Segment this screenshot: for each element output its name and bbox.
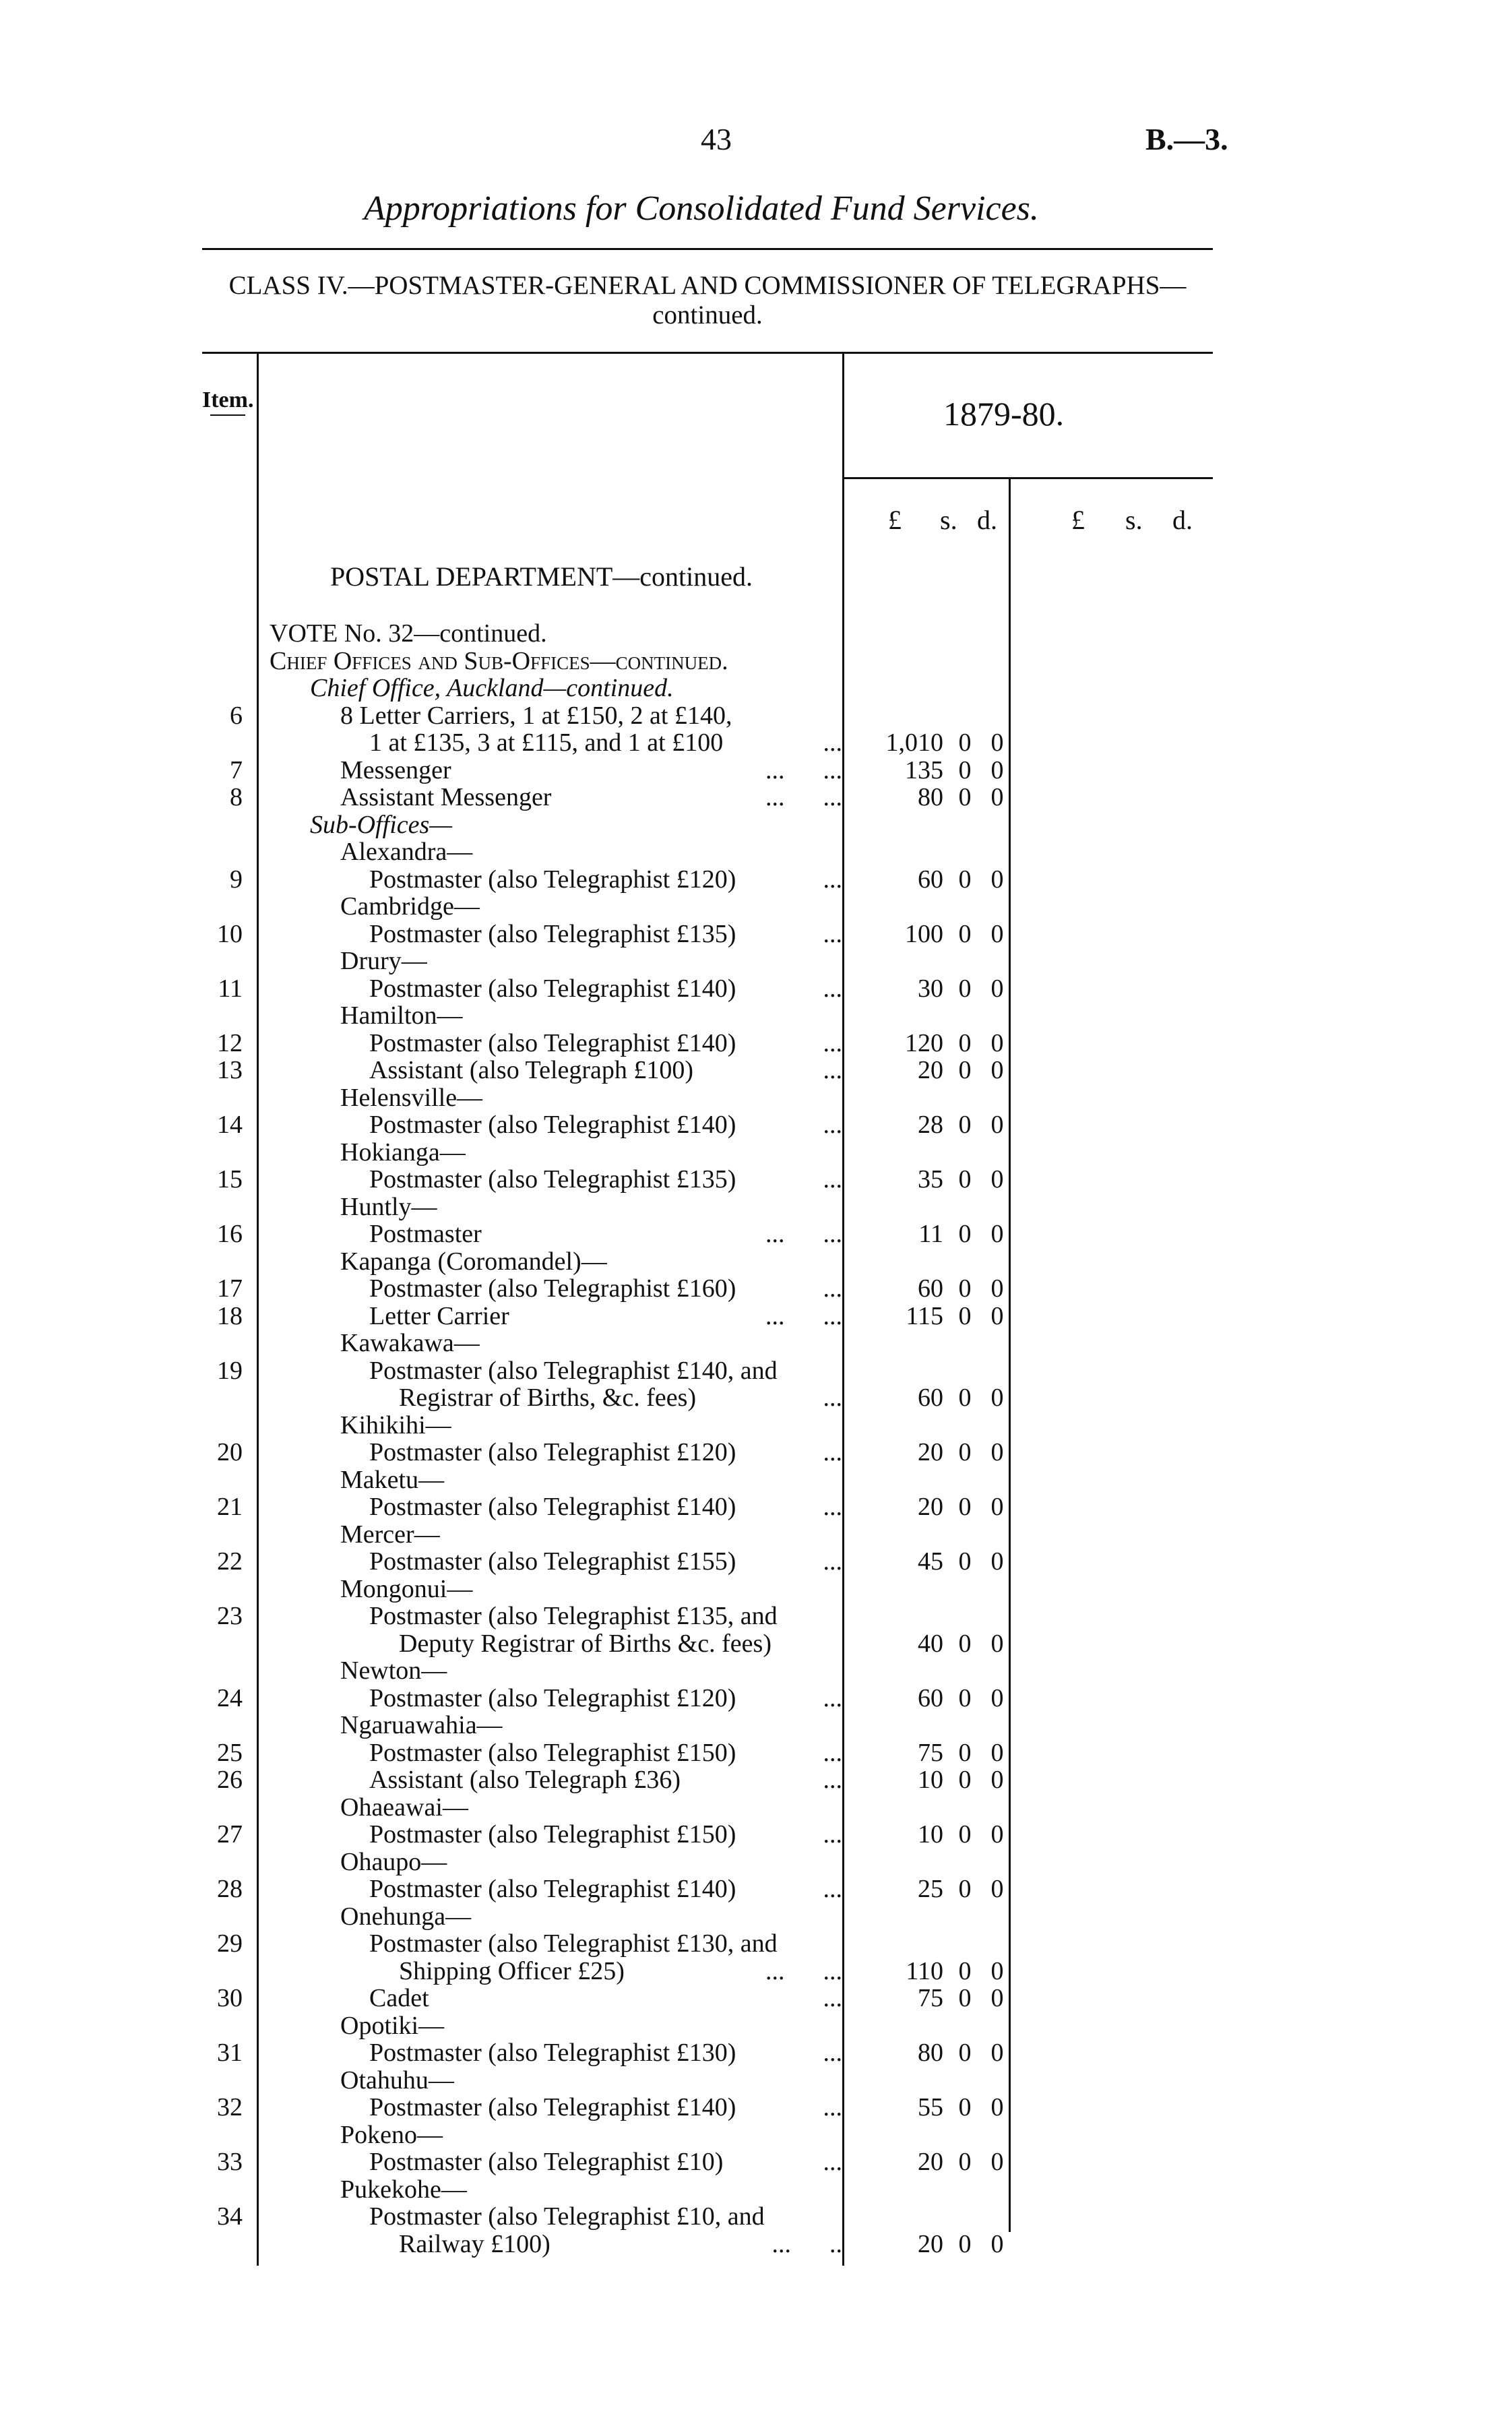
- table-row: [0, 784, 1512, 811]
- year-column-header: 1879-80.: [943, 395, 1065, 433]
- amount-shillings: 0: [958, 1820, 972, 1849]
- amount-pence: 0: [990, 2229, 1004, 2258]
- table-row: [0, 1166, 1512, 1193]
- row-description: Postmaster (also Telegraphist £140): [369, 1875, 736, 1903]
- leader-dots: ...: [823, 1111, 842, 1139]
- table-top-rule: [202, 352, 1213, 354]
- amount-pence: 0: [990, 1738, 1004, 1767]
- leader-dots: ...: [823, 1738, 842, 1767]
- amount-pounds: 30: [918, 974, 943, 1003]
- leader-dots: ...: [823, 2148, 842, 2176]
- year-header-rule: [844, 477, 1213, 479]
- table-row: [0, 1220, 1512, 1247]
- leader-dots: ...: [823, 1766, 842, 1794]
- row-description: Postmaster (also Telegraphist £155): [369, 1547, 736, 1576]
- item-number: 19: [217, 1356, 243, 1385]
- row-description: Postmaster (also Telegraphist £160): [369, 1274, 736, 1303]
- row-description: Assistant Messenger: [340, 783, 552, 811]
- row-description: Kawakawa—: [340, 1329, 480, 1357]
- row-description: Postmaster: [369, 1220, 482, 1248]
- table-row: [0, 757, 1512, 784]
- row-description: Alexandra—: [340, 838, 473, 866]
- amount-pounds: 60: [918, 1274, 943, 1303]
- row-description: Assistant (also Telegraph £36): [369, 1766, 681, 1794]
- amount-pence: 0: [990, 1301, 1004, 1330]
- table-row: [0, 2176, 1512, 2203]
- table-row: [0, 1439, 1512, 1466]
- amount-pence: 0: [990, 728, 1004, 757]
- leader-dots: ...: [823, 1274, 842, 1303]
- table-row: [0, 1576, 1512, 1603]
- table-row: [0, 2231, 1512, 2258]
- row-description: Huntly—: [340, 1192, 437, 1221]
- document-reference: B.—3.: [1145, 122, 1228, 156]
- row-description: Deputy Registrar of Births &c. fees): [399, 1629, 771, 1658]
- row-description: Drury—: [340, 947, 427, 975]
- amount-shillings: 0: [958, 1493, 972, 1521]
- leader-dots: ...: [823, 1493, 842, 1521]
- amount-pence: 0: [990, 1028, 1004, 1057]
- amount-pounds: 45: [918, 1547, 943, 1576]
- table-row: [0, 1466, 1512, 1493]
- amount-pounds: 20: [918, 2148, 943, 2176]
- row-description: Kihikihi—: [340, 1410, 451, 1439]
- unit-shillings-left: s.: [940, 505, 957, 535]
- row-description: Pukekohe—: [340, 2175, 467, 2204]
- amount-pounds: 40: [918, 1629, 943, 1658]
- amount-shillings: 0: [958, 1438, 972, 1466]
- row-description: Chief Offices and Sub-Offices—continued.: [270, 646, 728, 675]
- table-row: [0, 1057, 1512, 1084]
- row-description: Opotiki—: [340, 2011, 445, 2040]
- amount-pounds: 28: [918, 1111, 943, 1139]
- item-number: 8: [230, 783, 243, 811]
- unit-pounds-left: £: [888, 505, 902, 535]
- amount-shillings: 0: [958, 728, 972, 757]
- amount-pence: 0: [990, 1384, 1004, 1412]
- item-number: 22: [217, 1547, 243, 1576]
- row-description: VOTE No. 32—continued.: [270, 619, 547, 648]
- row-description: Sub-Offices—: [310, 810, 453, 839]
- item-number: 34: [217, 2202, 243, 2231]
- row-description: Ohaeawai—: [340, 1793, 468, 1822]
- amount-pence: 0: [990, 1274, 1004, 1303]
- row-description: Letter Carrier: [369, 1301, 509, 1330]
- item-number: 10: [217, 919, 243, 948]
- amount-shillings: 0: [958, 2093, 972, 2121]
- amount-shillings: 0: [958, 1984, 972, 2012]
- row-description: Postmaster (also Telegraphist £150): [369, 1820, 736, 1849]
- amount-pounds: 120: [905, 1028, 943, 1057]
- leader-dots: ...: [823, 2039, 842, 2067]
- item-number: 18: [217, 1301, 243, 1330]
- row-description: Postmaster (also Telegraphist £120): [369, 1683, 736, 1712]
- amount-shillings: 0: [958, 1384, 972, 1412]
- leader-dots: ...: [823, 2093, 842, 2121]
- row-description: Postmaster (also Telegraphist £135): [369, 919, 736, 948]
- table-row: [0, 1739, 1512, 1766]
- row-description: Postmaster (also Telegraphist £140): [369, 1493, 736, 1521]
- amount-shillings: 0: [958, 1220, 972, 1248]
- row-description: Postmaster (also Telegraphist £10, and: [369, 2202, 765, 2231]
- item-number: 21: [217, 1493, 243, 1521]
- table-row: [0, 2039, 1512, 2066]
- amount-pence: 0: [990, 974, 1004, 1003]
- table-row: [0, 921, 1512, 948]
- table-row: [0, 2121, 1512, 2148]
- amount-shillings: 0: [958, 1956, 972, 1985]
- table-row: [0, 1930, 1512, 1957]
- amount-pounds: 10: [918, 1820, 943, 1849]
- leader-dots: ...: [823, 1875, 842, 1903]
- leader-dots: ... ...: [765, 755, 842, 784]
- item-number: 6: [230, 701, 243, 730]
- row-description: Postmaster (also Telegraphist £10): [369, 2148, 724, 2176]
- table-row: [0, 1139, 1512, 1166]
- table-row: [0, 648, 1512, 675]
- amount-pence: 0: [990, 865, 1004, 894]
- amount-shillings: 0: [958, 2039, 972, 2067]
- amount-pence: 0: [990, 1984, 1004, 2012]
- amount-pence: 0: [990, 1220, 1004, 1248]
- unit-shillings-right: s.: [1125, 505, 1143, 535]
- table-row: [0, 838, 1512, 865]
- amount-shillings: 0: [958, 1274, 972, 1303]
- row-description: Kapanga (Coromandel)—: [340, 1247, 607, 1276]
- table-row: [0, 1685, 1512, 1712]
- table-row: [0, 1849, 1512, 1875]
- table-row: [0, 893, 1512, 920]
- row-description: Postmaster (also Telegraphist £135): [369, 1165, 736, 1193]
- row-description: Cadet: [369, 1984, 429, 2012]
- amount-pence: 0: [990, 1956, 1004, 1985]
- table-row: [0, 1384, 1512, 1411]
- table-row: [0, 811, 1512, 838]
- table-row: [0, 948, 1512, 974]
- table-row: [0, 1521, 1512, 1548]
- amount-pence: 0: [990, 1820, 1004, 1849]
- row-description: Postmaster (also Telegraphist £130): [369, 2039, 736, 2067]
- amount-pounds: 20: [918, 2229, 943, 2258]
- amount-pence: 0: [990, 2148, 1004, 2176]
- leader-dots: ...: [823, 919, 842, 948]
- amount-pence: 0: [990, 1165, 1004, 1193]
- table-row: [0, 1275, 1512, 1302]
- item-number: 11: [218, 974, 243, 1003]
- row-description: Postmaster (also Telegraphist £140, and: [369, 1356, 778, 1385]
- row-description: Otahuhu—: [340, 2066, 454, 2095]
- table-row: [0, 2094, 1512, 2121]
- table-row: [0, 1630, 1512, 1657]
- item-number: 28: [217, 1875, 243, 1903]
- amount-shillings: 0: [958, 865, 972, 894]
- row-description: Postmaster (also Telegraphist £140): [369, 1111, 736, 1139]
- amount-pence: 0: [990, 919, 1004, 948]
- table-row: [0, 1821, 1512, 1848]
- row-description: Postmaster (also Telegraphist £130, and: [369, 1929, 778, 1958]
- leader-dots: ... ...: [765, 1956, 842, 1985]
- amount-pounds: 1,010: [885, 728, 943, 757]
- table-row: [0, 1548, 1512, 1575]
- amount-pence: 0: [990, 1438, 1004, 1466]
- page-number: 43: [701, 122, 732, 156]
- amount-pounds: 25: [918, 1875, 943, 1903]
- amount-shillings: 0: [958, 1629, 972, 1658]
- row-description: Postmaster (also Telegraphist £140): [369, 2093, 736, 2121]
- table-row: [0, 1603, 1512, 1630]
- amount-shillings: 0: [958, 2148, 972, 2176]
- row-description: Postmaster (also Telegraphist £140): [369, 1028, 736, 1057]
- amount-shillings: 0: [958, 783, 972, 811]
- table-row: [0, 975, 1512, 1002]
- item-number: 32: [217, 2093, 243, 2121]
- table-row: [0, 2148, 1512, 2175]
- amount-pounds: 60: [918, 865, 943, 894]
- item-number: 14: [217, 1111, 243, 1139]
- row-description: Registrar of Births, &c. fees): [399, 1384, 697, 1412]
- amount-shillings: 0: [958, 1165, 972, 1193]
- row-description: Ngaruawahia—: [340, 1711, 503, 1739]
- table-row: [0, 1084, 1512, 1111]
- amount-shillings: 0: [958, 1738, 972, 1767]
- row-description: Postmaster (also Telegraphist £135, and: [369, 1602, 778, 1630]
- table-row: [0, 1766, 1512, 1793]
- leader-dots: ... ...: [765, 1220, 842, 1248]
- amount-shillings: 0: [958, 755, 972, 784]
- item-number: 13: [217, 1056, 243, 1084]
- row-description: Mongonui—: [340, 1574, 473, 1603]
- amount-pence: 0: [990, 783, 1004, 811]
- leader-dots: ...: [823, 1820, 842, 1849]
- amount-pence: 0: [990, 1629, 1004, 1658]
- item-number: 33: [217, 2148, 243, 2176]
- table-row: [0, 1303, 1512, 1330]
- table-row: [0, 1193, 1512, 1220]
- running-title: Appropriations for Consolidated Fund Services.: [364, 189, 1039, 228]
- amount-pounds: 60: [918, 1683, 943, 1712]
- amount-shillings: 0: [958, 1301, 972, 1330]
- row-description: Maketu—: [340, 1465, 445, 1494]
- amount-pounds: 60: [918, 1384, 943, 1412]
- amount-pence: 0: [990, 1056, 1004, 1084]
- amount-pounds: 80: [918, 783, 943, 811]
- leader-dots: ...: [823, 1165, 842, 1193]
- row-description: Ohaupo—: [340, 1847, 447, 1876]
- unit-pence-left: d.: [977, 505, 997, 535]
- item-number: 9: [230, 865, 243, 894]
- item-number: 25: [217, 1738, 243, 1767]
- table-row: [0, 2203, 1512, 2230]
- row-description: Helensville—: [340, 1083, 483, 1112]
- table-row: [0, 1493, 1512, 1520]
- amount-pence: 0: [990, 1683, 1004, 1712]
- amount-pounds: 20: [918, 1493, 943, 1521]
- item-number: 12: [217, 1028, 243, 1057]
- item-number: 26: [217, 1766, 243, 1794]
- amount-pounds: 55: [918, 2093, 943, 2121]
- row-description: Railway £100): [399, 2229, 550, 2258]
- row-description: Shipping Officer £25): [399, 1956, 625, 1985]
- amount-pounds: 35: [918, 1165, 943, 1193]
- amount-shillings: 0: [958, 1875, 972, 1903]
- amount-shillings: 0: [958, 919, 972, 948]
- row-description: Postmaster (also Telegraphist £120): [369, 1438, 736, 1466]
- table-row: [0, 1903, 1512, 1930]
- table-row: [0, 2012, 1512, 2039]
- amount-pence: 0: [990, 1111, 1004, 1139]
- row-description: Messenger: [340, 755, 451, 784]
- unit-pence-right: d.: [1172, 505, 1193, 535]
- amount-shillings: 0: [958, 1766, 972, 1794]
- amount-shillings: 0: [958, 1547, 972, 1576]
- table-row: [0, 1357, 1512, 1384]
- item-number: 30: [217, 1984, 243, 2012]
- amount-pounds: 20: [918, 1438, 943, 1466]
- leader-dots: ... ...: [765, 1301, 842, 1330]
- amount-pence: 0: [990, 1547, 1004, 1576]
- row-description: Pokeno—: [340, 2120, 443, 2149]
- item-number: 7: [230, 755, 243, 784]
- row-description: Postmaster (also Telegraphist £140): [369, 974, 736, 1003]
- table-row: [0, 1330, 1512, 1357]
- item-number: 31: [217, 2039, 243, 2067]
- table-row: [0, 1794, 1512, 1821]
- amount-pounds: 75: [918, 1738, 943, 1767]
- table-row: [0, 866, 1512, 893]
- class-title: CLASS IV.—POSTMASTER-GENERAL AND COMMISSIONER OF TELEGRAPHS—continued.: [228, 271, 1187, 330]
- item-column-header: Item.: [202, 387, 254, 412]
- item-number: 29: [217, 1929, 243, 1958]
- amount-pence: 0: [990, 2039, 1004, 2067]
- leader-dots: ...: [823, 1028, 842, 1057]
- table-row: [0, 1412, 1512, 1439]
- leader-dots: ...: [823, 1547, 842, 1576]
- leader-dots: ...: [823, 1984, 842, 2012]
- row-description: Onehunga—: [340, 1902, 472, 1931]
- table-row: [0, 1248, 1512, 1275]
- amount-shillings: 0: [958, 2229, 972, 2258]
- row-description: Postmaster (also Telegraphist £150): [369, 1738, 736, 1767]
- leader-dots: ...: [823, 865, 842, 894]
- row-description: Hokianga—: [340, 1138, 466, 1167]
- item-header-underline: [210, 414, 245, 416]
- table-row: [0, 1657, 1512, 1684]
- row-description: Hamilton—: [340, 1001, 463, 1030]
- table-row: [0, 1002, 1512, 1029]
- unit-pounds-right: £: [1071, 505, 1085, 535]
- row-description: Assistant (also Telegraph £100): [369, 1056, 694, 1084]
- table-row: [0, 1985, 1512, 2012]
- leader-dots: ...: [823, 1438, 842, 1466]
- table-row: [0, 1875, 1512, 1902]
- amount-pounds: 110: [906, 1956, 943, 1985]
- section-title: POSTAL DEPARTMENT—continued.: [330, 561, 753, 592]
- amount-pounds: 75: [918, 1984, 943, 2012]
- amount-pence: 0: [990, 1493, 1004, 1521]
- table-row: [0, 1712, 1512, 1739]
- item-number: 24: [217, 1683, 243, 1712]
- row-description: Postmaster (also Telegraphist £120): [369, 865, 736, 894]
- item-number: 27: [217, 1820, 243, 1849]
- table-row: [0, 702, 1512, 729]
- amount-pounds: 100: [905, 919, 943, 948]
- item-number: 17: [217, 1274, 243, 1303]
- row-description: Cambridge—: [340, 892, 480, 921]
- item-number: 23: [217, 1602, 243, 1630]
- amount-pence: 0: [990, 1766, 1004, 1794]
- row-description: 8 Letter Carriers, 1 at £150, 2 at £140,: [340, 701, 732, 730]
- amount-pence: 0: [990, 2093, 1004, 2121]
- top-rule: [202, 248, 1213, 250]
- table-row: [0, 729, 1512, 756]
- table-row: [0, 1958, 1512, 1985]
- amount-pounds: 135: [905, 755, 943, 784]
- leader-dots: ... ..: [771, 2229, 842, 2258]
- amount-pounds: 10: [918, 1766, 943, 1794]
- leader-dots: ... ...: [765, 783, 842, 811]
- leader-dots: ...: [823, 974, 842, 1003]
- amount-pounds: 80: [918, 2039, 943, 2067]
- amount-pounds: 20: [918, 1056, 943, 1084]
- item-number: 16: [217, 1220, 243, 1248]
- amount-pence: 0: [990, 1875, 1004, 1903]
- table-row: [0, 1030, 1512, 1057]
- row-description: Newton—: [340, 1656, 447, 1685]
- table-row: [0, 2067, 1512, 2094]
- amount-pounds: 115: [906, 1301, 943, 1330]
- row-description: Chief Office, Auckland—continued.: [310, 674, 674, 702]
- amount-shillings: 0: [958, 1111, 972, 1139]
- amount-pounds: 11: [918, 1220, 943, 1248]
- amount-shillings: 0: [958, 1056, 972, 1084]
- leader-dots: ...: [823, 728, 842, 757]
- amount-shillings: 0: [958, 974, 972, 1003]
- leader-dots: ...: [823, 1384, 842, 1412]
- table-row: [0, 675, 1512, 702]
- amount-pence: 0: [990, 755, 1004, 784]
- table-row: [0, 620, 1512, 647]
- item-number: 15: [217, 1165, 243, 1193]
- item-number: 20: [217, 1438, 243, 1466]
- amount-shillings: 0: [958, 1683, 972, 1712]
- row-description: Mercer—: [340, 1520, 440, 1549]
- leader-dots: ...: [823, 1056, 842, 1084]
- leader-dots: ...: [823, 1683, 842, 1712]
- row-description: 1 at £135, 3 at £115, and 1 at £100: [369, 728, 724, 757]
- table-row: [0, 1111, 1512, 1138]
- amount-shillings: 0: [958, 1028, 972, 1057]
